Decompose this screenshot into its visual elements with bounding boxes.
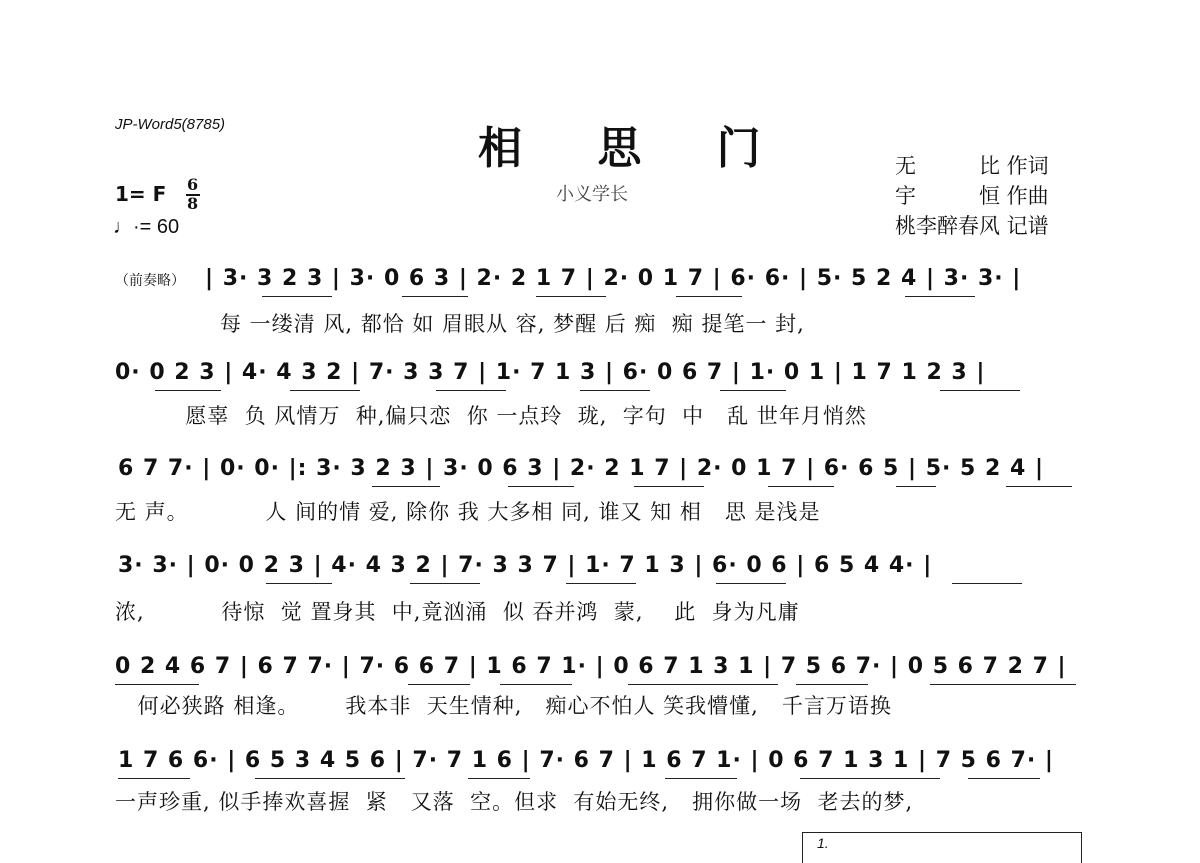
subtitle: 小义学长	[556, 184, 628, 205]
lyrics-row: 无 声。 人 间的情 爱, 除你 我 大多相 同, 谁又 知 相 思 是浅是	[115, 500, 821, 524]
notation-row: | 3· 3 2 3 | 3· 0 6 3 | 2· 2 1 7 | 2· 0 1 7 | 6· 6· | 5· 5 2 4 | 3· 3· |	[205, 266, 1022, 291]
ending-marker: 1.	[817, 835, 829, 851]
software-label: JP-Word5(8785)	[115, 116, 226, 133]
lyricist-credit: 无 比 作词	[895, 154, 1049, 178]
first-ending-bracket	[802, 832, 1082, 863]
song-title: 相 思 门	[478, 123, 791, 174]
tempo-marking	[113, 216, 179, 239]
transcriber-credit: 桃李醉春风 记谱	[895, 214, 1049, 238]
notation-row: 0· 0 2 3 | 4· 4 3 2 | 7· 3 3 7 | 1· 7 1 3 | 6· 0 6 7 | 1· 0 1 | 1 7 1 2 3 |	[115, 360, 986, 385]
notation-row: 3· 3· | 0· 0 2 3 | 4· 4 3 2 | 7· 3 3 7 | 1· 7 1 3 | 6· 0 6 | 6 5 4 4· |	[118, 553, 933, 578]
notation-row: 1 7 6 6· | 6 5 3 4 5 6 | 7· 7 1 6 | 7· 6 7 | 1 6 7 1· | 0 6 7 1 3 1 | 7 5 6 7· |	[118, 748, 1054, 773]
prelude-note: （前奏略）	[115, 273, 185, 289]
time-denominator: 8	[187, 194, 199, 213]
composer-credit: 宇 恒 作曲	[895, 184, 1049, 208]
lyrics-row: 每 一缕清 风, 都恰 如 眉眼从 容, 梦醒 后 痴 痴 提笔一 封,	[220, 312, 805, 336]
note-icon: ♩	[113, 216, 133, 238]
lyrics-row: 一声珍重, 似手捧欢喜握 紧 又落 空。但求 有始无终, 拥你做一场 老去的梦,	[115, 790, 914, 814]
key-signature: 1= F	[115, 182, 167, 206]
notation-row: 0 2 4 6 7 | 6 7 7· | 7· 6 6 7 | 1 6 7 1· | 0 6 7 1 3 1 | 7 5 6 7· | 0 5 6 7 2 7 |	[115, 654, 1067, 679]
lyrics-row: 何必狭路 相逢。 我本非 天生情种, 痴心不怕人 笑我懵懂, 千言万语换	[130, 694, 892, 718]
lyrics-row: 愿辜 负 风情万 种,偏只恋 你 一点玲 珑, 字句 中 乱 世年月悄然	[170, 404, 867, 428]
tempo-value: ·= 60	[133, 216, 180, 238]
time-numerator: 6	[187, 175, 199, 194]
lyrics-row: 浓, 待惊 觉 置身其 中,竟汹涌 似 吞并鸿 蒙, 此 身为凡庸	[115, 600, 800, 624]
notation-row: 6 7 7· | 0· 0· |: 3· 3 2 3 | 3· 0 6 3 | 2· 2 1 7 | 2· 0 1 7 | 6· 6 5 | 5· 5 2 4 |	[118, 456, 1044, 481]
